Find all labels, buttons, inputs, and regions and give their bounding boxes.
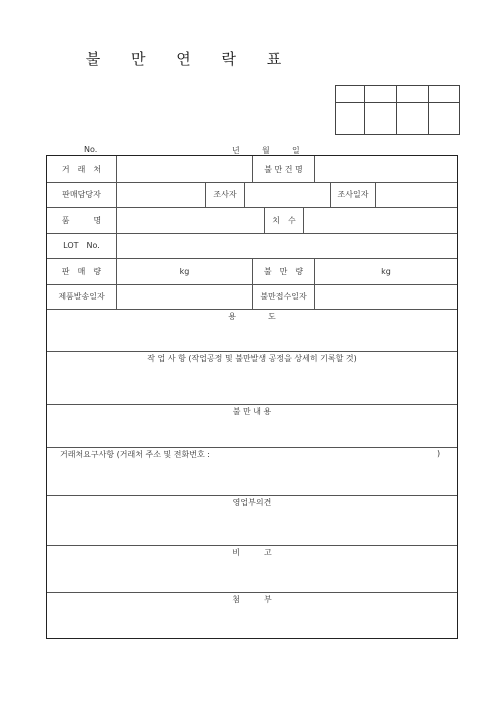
approval-sign-cell[interactable] (429, 103, 460, 135)
year-label: 년 (232, 146, 240, 155)
customer-requests-close-paren: ) (437, 449, 441, 458)
sales-qty-label: 판 매 량 (61, 266, 102, 276)
complaint-qty-unit: kg (381, 266, 391, 276)
customer-requests-heading (47, 449, 457, 460)
lot-no-label: LOT No. (63, 241, 100, 250)
sales-manager-label: 판매담당자 (62, 190, 101, 199)
complaint-received-date-label: 불만접수일자 (252, 284, 314, 309)
complaint-qty-label: 불 만 량 (252, 258, 314, 284)
remarks-heading: 비 고 (232, 548, 272, 557)
customer-label: 거 래 처 (61, 164, 102, 174)
section-usage[interactable] (47, 309, 457, 352)
row-lot-no (47, 233, 457, 259)
approval-sign-cell[interactable] (365, 103, 397, 135)
section-sales-opinion[interactable] (47, 495, 457, 546)
investigation-date-label: 조사일자 (330, 182, 375, 207)
product-name-value[interactable] (116, 207, 264, 233)
attachment-heading: 첨 부 (232, 595, 272, 604)
month-label: 월 (262, 146, 270, 155)
section-work-details[interactable] (47, 351, 457, 405)
sales-qty-unit: kg (179, 266, 190, 276)
investigator-label: 조사자 (205, 182, 244, 207)
approval-header-cell[interactable] (365, 86, 397, 103)
product-name-label: 품 명 (61, 215, 102, 225)
row-customer (47, 156, 457, 183)
form-title: 불 만 연 락 표 (85, 50, 295, 68)
day-label: 일 (292, 146, 300, 155)
usage-heading: 용 도 (228, 312, 276, 321)
ship-date-value[interactable] (116, 284, 252, 309)
ship-date-label: 제품발송일자 (58, 292, 105, 301)
lot-no-value[interactable] (116, 233, 457, 258)
complaint-qty-value[interactable] (314, 258, 457, 284)
approval-header-cell[interactable] (429, 86, 460, 103)
approval-header-cell[interactable] (397, 86, 429, 103)
row-product-name (47, 207, 457, 234)
customer-requests-label: 거래처요구사항 (거래처 주소 및 전화번호 : (60, 450, 210, 459)
sales-opinion-heading: 영업부의견 (232, 498, 272, 507)
approval-sign-cell[interactable] (336, 103, 365, 135)
dimensions-label: 치 수 (264, 207, 303, 233)
complaint-form (46, 155, 458, 639)
approval-sign-cell[interactable] (397, 103, 429, 135)
approval-signature-box (335, 85, 460, 135)
complaint-content-heading: 불 만 내 용 (232, 407, 272, 416)
investigator-value[interactable] (244, 182, 330, 207)
section-complaint-content[interactable] (47, 404, 457, 448)
section-remarks[interactable] (47, 545, 457, 593)
row-dates (47, 284, 457, 310)
approval-header-cell[interactable] (336, 86, 365, 103)
form-number-label: No. (84, 145, 98, 154)
work-details-heading: 작 업 사 항 (작업공정 및 불만발생 공정을 상세히 기록할 것) (147, 354, 357, 363)
customer-value[interactable] (116, 156, 252, 182)
sales-qty-value[interactable] (116, 258, 252, 284)
investigation-date-value[interactable] (375, 182, 457, 207)
section-customer-requests[interactable] (47, 447, 457, 496)
complaint-item-label: 불 만 건 명 (252, 156, 314, 182)
complaint-received-date-value[interactable] (314, 284, 457, 309)
section-attachment[interactable] (47, 592, 457, 638)
dimensions-value[interactable] (303, 207, 457, 233)
complaint-item-value[interactable] (314, 156, 457, 182)
sales-manager-value[interactable] (116, 182, 205, 207)
row-quantities (47, 258, 457, 285)
row-sales-manager (47, 182, 457, 208)
